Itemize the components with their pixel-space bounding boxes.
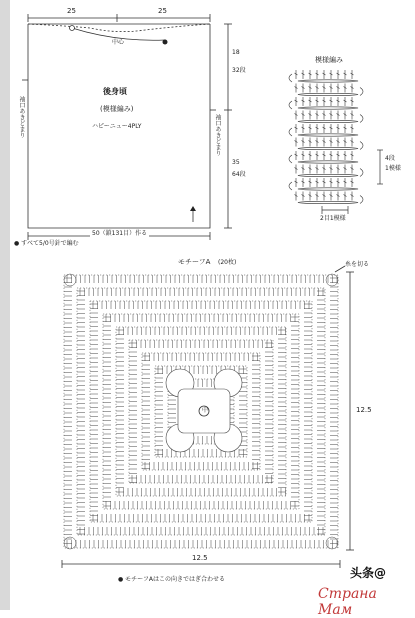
- dim-upper-height: 18: [232, 49, 240, 56]
- join-note: ● モチーフAはこの向きではぎ合わせる: [118, 576, 225, 583]
- yarn-label: ハピーニュー4PLY: [92, 123, 142, 130]
- needle-note: ● すべて5/0号針で編む: [14, 240, 79, 247]
- pattern-chart-title: 模様編み: [315, 56, 343, 64]
- piece-title: 後身頃: [103, 87, 127, 96]
- repeat-stitches: 2目1模様: [320, 215, 346, 222]
- repeat-rows: 4段: [385, 155, 395, 162]
- dim-left-width: 25: [67, 7, 76, 15]
- stitch-label: (模様編み): [100, 105, 134, 113]
- dim-right-width: 25: [158, 7, 167, 15]
- left-sleeve-opening: 袖口あきどまり: [18, 96, 25, 138]
- motif-side-dim: 12.5: [356, 406, 372, 414]
- finish-note: 糸を切る: [345, 261, 370, 268]
- motif-title: モチーフA: [178, 258, 211, 266]
- bottom-dim: 50（鎖131目）作る: [92, 230, 148, 237]
- right-sleeve-opening: 袖口あきどまり: [214, 114, 221, 156]
- motif-count: (20枚): [218, 259, 237, 266]
- repeat-unit: 1模様: [385, 165, 401, 172]
- dim-upper-rows: 32段: [232, 67, 246, 74]
- motif-center-label: 中: [202, 407, 209, 414]
- site-watermark: Страна Мам: [318, 586, 377, 618]
- center-label: 中心: [112, 39, 125, 46]
- toutiao-watermark: 头条@: [350, 566, 387, 580]
- dim-lower-height: 35: [232, 159, 240, 166]
- dim-lower-rows: 64段: [232, 171, 246, 178]
- motif-bottom-dim: 12.5: [192, 554, 208, 562]
